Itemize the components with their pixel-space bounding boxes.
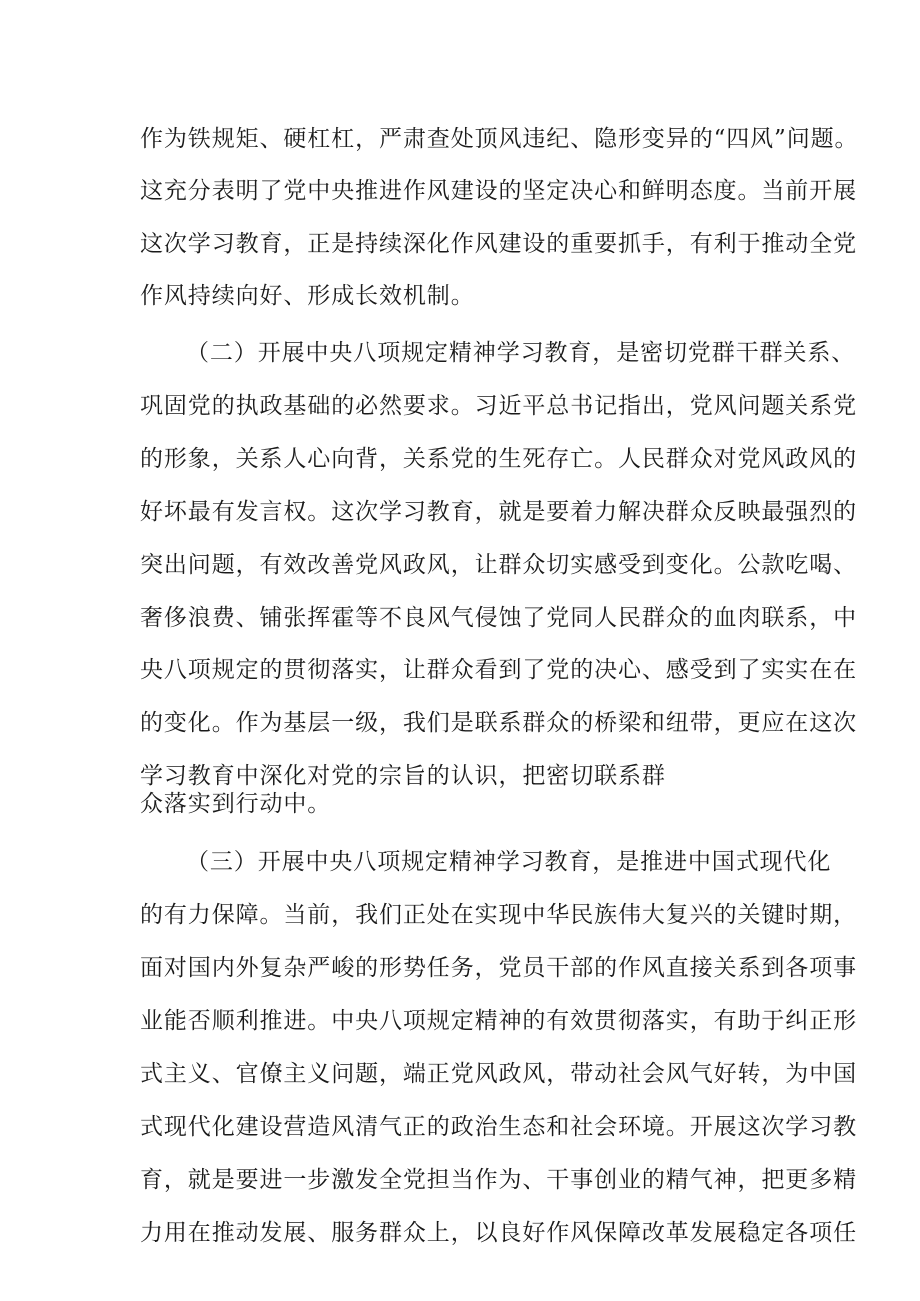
paragraph-3-heading-line: （三）开展中央八项规定精神学习教育，是推进中国式现代化 bbox=[186, 849, 832, 875]
text-line-19: 式主义、官僚主义问题，端正党风政风，带动社会风气好转，为中国 bbox=[140, 1061, 857, 1087]
text-line-12: 的变化。作为基层一级，我们是联系群众的桥梁和纽带，更应在这次 bbox=[140, 710, 857, 736]
text-line-18: 业能否顺利推进。中央八项规定精神的有效贯彻落实，有助于纠正形 bbox=[140, 1008, 857, 1034]
text-line-8: 好坏最有发言权。这次学习教育，就是要着力解决群众反映最强烈的 bbox=[140, 499, 857, 525]
text-line-1: 作为铁规矩、硬杠杠，严肃查处顶风违纪、隐形变异的“四风”问题。 bbox=[140, 126, 859, 152]
text-line-3: 这次学习教育，正是持续深化作风建设的重要抓手，有利于推动全党 bbox=[140, 231, 857, 257]
text-line-7: 的形象，关系人心向背，关系党的生死存亡。人民群众对党风政风的 bbox=[140, 446, 857, 472]
text-line-14: 众落实到行动中。 bbox=[140, 791, 332, 817]
text-line-11: 央八项规定的贯彻落实，让群众看到了党的决心、感受到了实实在在 bbox=[140, 657, 857, 683]
text-line-13: 学习教育中深化对党的宗旨的认识，把密切联系群 bbox=[140, 763, 666, 789]
paragraph-2-heading-line: （二）开展中央八项规定精神学习教育，是密切党群干群关系、 bbox=[186, 340, 856, 366]
text-line-6: 巩固党的执政基础的必然要求。习近平总书记指出，党风问题关系党 bbox=[140, 393, 857, 419]
text-line-20: 式现代化建设营造风清气正的政治生态和社会环境。开展这次学习教 bbox=[140, 1114, 857, 1140]
text-line-22: 力用在推动发展、服务群众上，以良好作风保障改革发展稳定各项任 bbox=[140, 1220, 857, 1246]
text-line-17: 面对国内外复杂严峻的形势任务，党员干部的作风直接关系到各项事 bbox=[140, 955, 857, 981]
text-line-9: 突出问题，有效改善党风政风，让群众切实感受到变化。公款吃喝、 bbox=[140, 552, 857, 578]
text-line-16: 的有力保障。当前，我们正处在实现中华民族伟大复兴的关键时期， bbox=[140, 902, 857, 928]
text-line-21: 育，就是要进一步激发全党担当作为、干事创业的精气神，把更多精 bbox=[140, 1167, 857, 1193]
text-line-2: 这充分表明了党中央推进作风建设的坚定决心和鲜明态度。当前开展 bbox=[140, 178, 857, 204]
text-line-10: 奢侈浪费、铺张挥霍等不良风气侵蚀了党同人民群众的血肉联系，中 bbox=[140, 605, 857, 631]
text-line-4: 作风持续向好、形成长效机制。 bbox=[140, 283, 475, 309]
